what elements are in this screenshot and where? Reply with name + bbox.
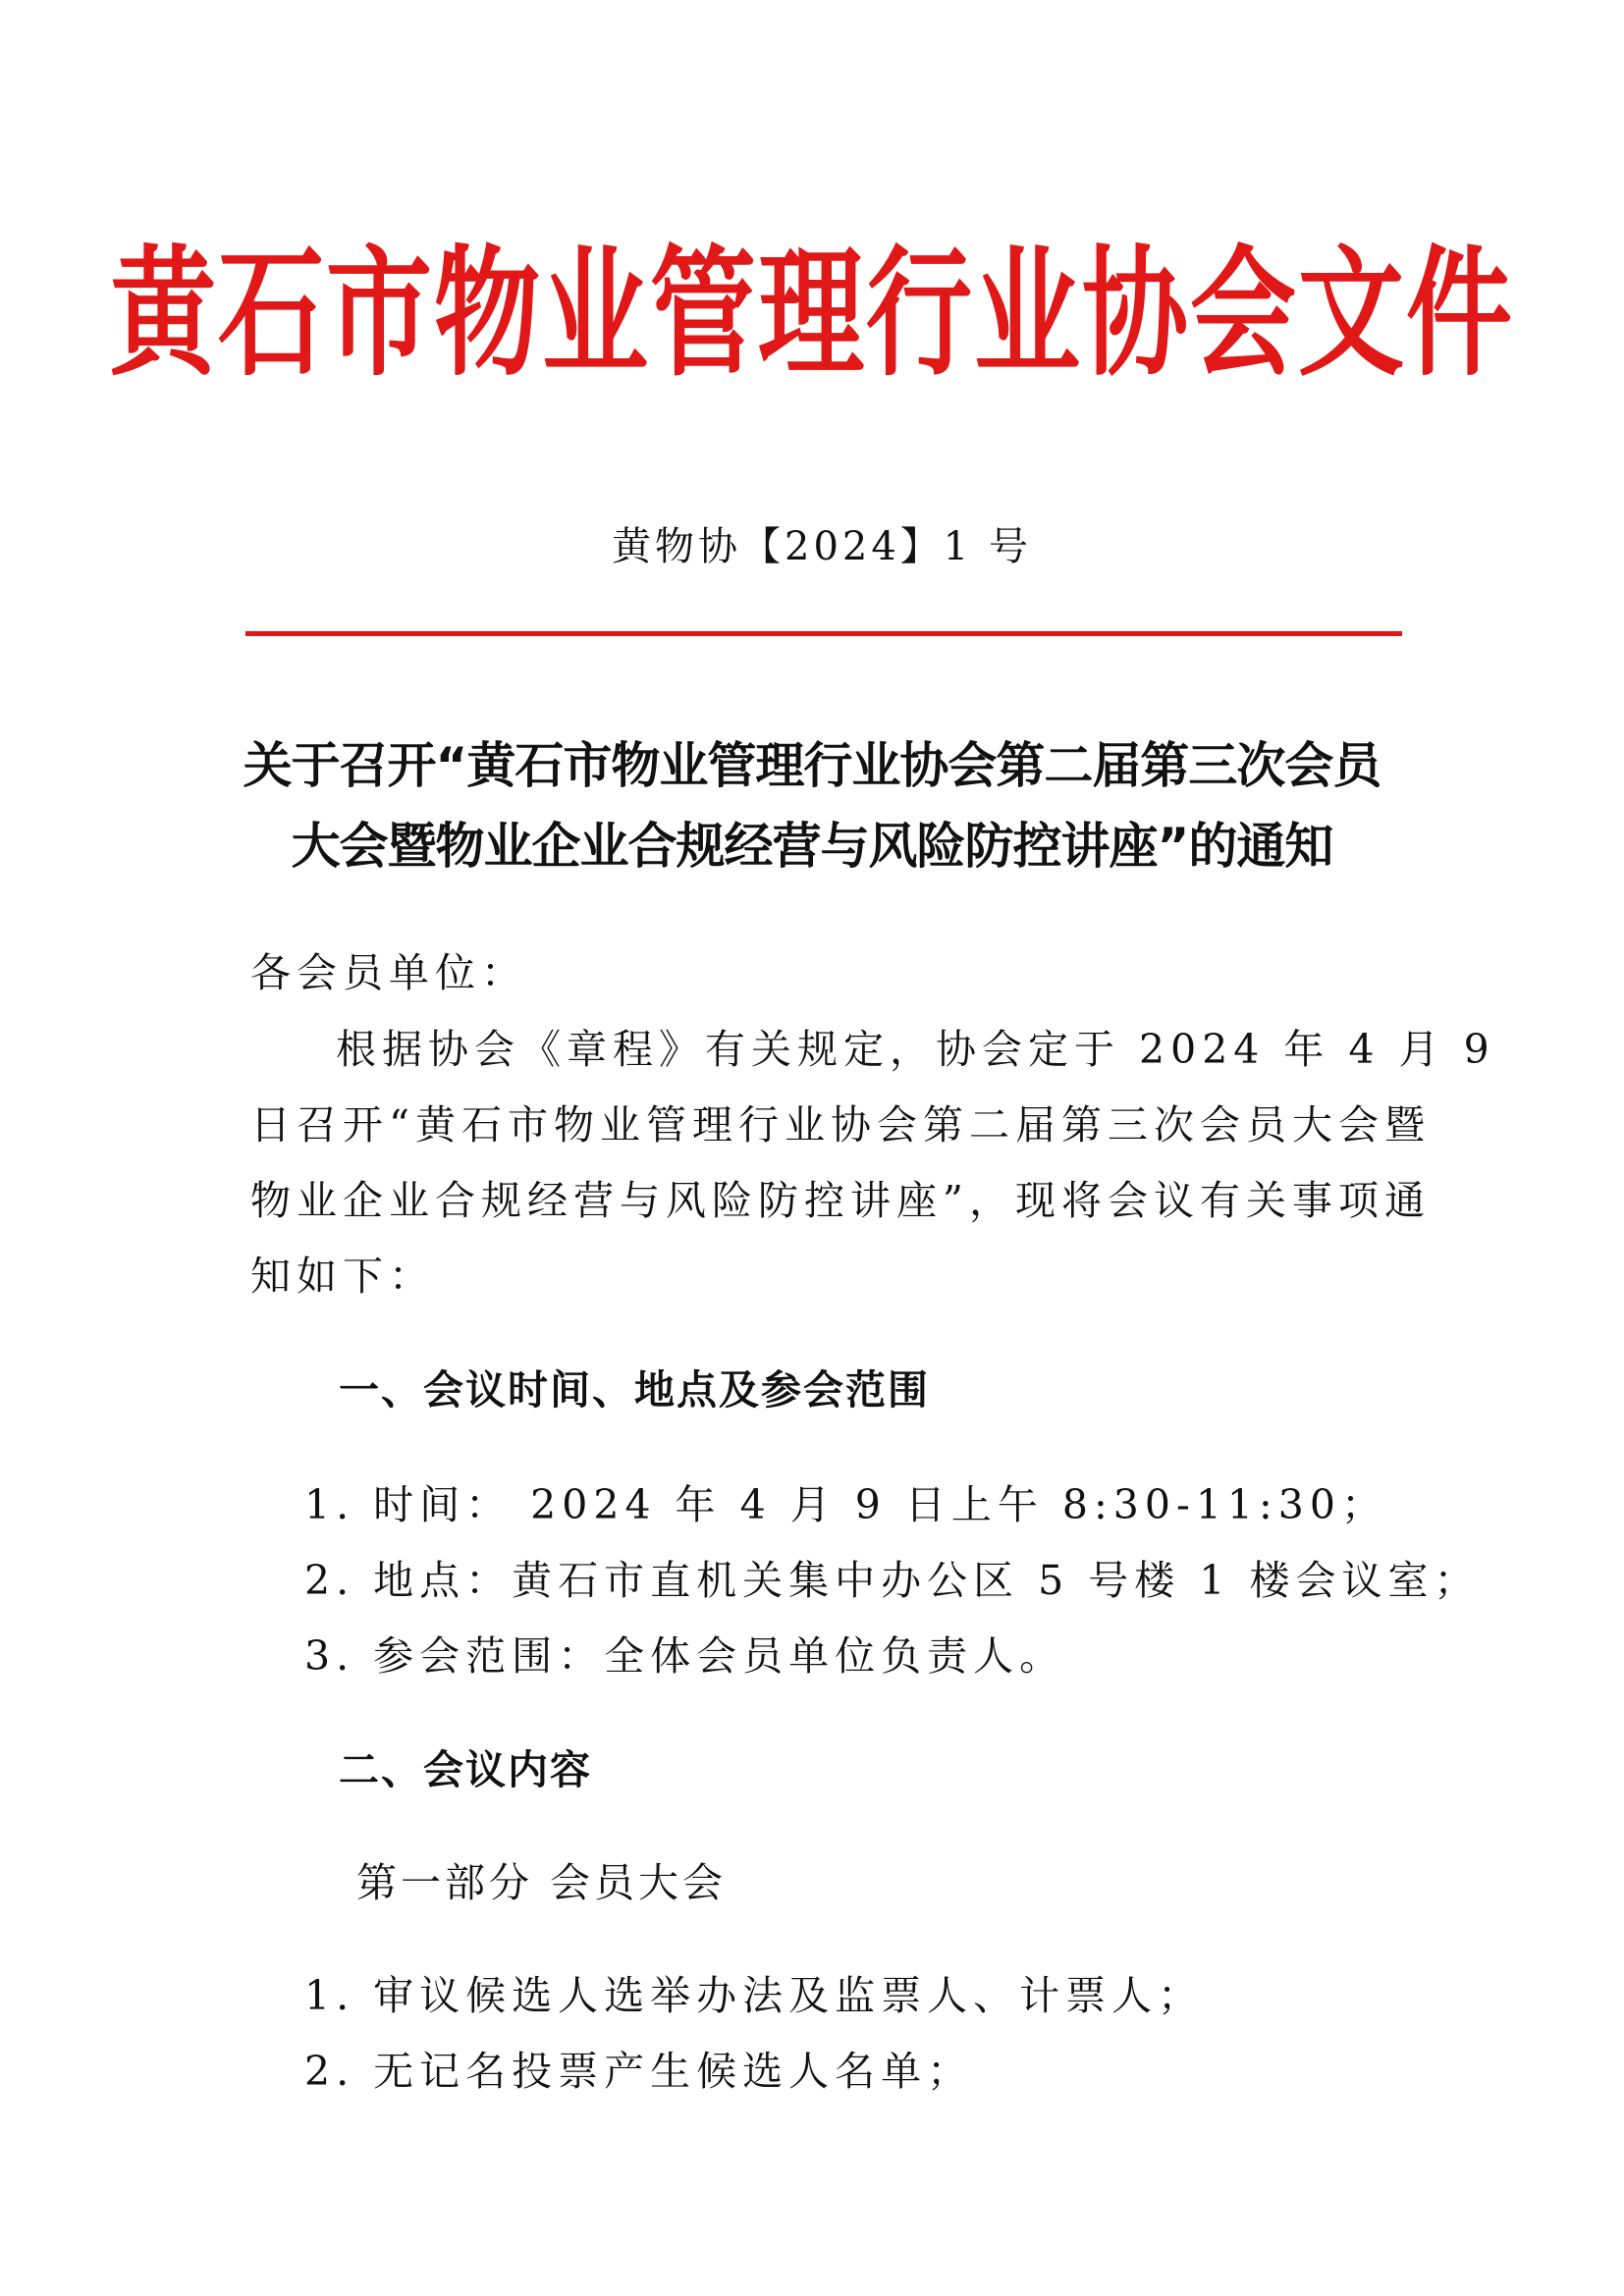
agenda-item: 1. 审议候选人选举办法及监票人、计票人； [304, 1972, 1205, 2019]
salutation: 各会员单位： [250, 949, 527, 996]
section-heading-agenda: 二、会议内容 [339, 1746, 592, 1793]
document-number: 黄物协【2024】1 号 [612, 524, 1032, 569]
list-item-attendees: 3. 参会范围：全体会员单位负责人。 [304, 1632, 1066, 1680]
list-item-time: 1. 时间： 2024 年 4 月 9 日上午 8:30-11:30； [304, 1481, 1387, 1528]
list-item-location: 2. 地点：黄石市直机关集中办公区 5 号楼 1 楼会议室； [304, 1557, 1481, 1604]
intro-paragraph-line: 日召开“黄石市物业管理行业协会第二届第三次会员大会暨 [250, 1101, 1431, 1148]
org-letterhead-title: 黄石市物业管理行业协会文件 [109, 234, 1514, 396]
header-divider [245, 631, 1402, 636]
agenda-part-title: 第一部分 会员大会 [356, 1859, 728, 1906]
intro-paragraph-line: 知如下： [250, 1253, 435, 1300]
notice-title-line-1: 关于召开“黄石市物业管理行业协会第二届第三次会员 [243, 737, 1381, 794]
intro-paragraph-line: 根据协会《章程》有关规定，协会定于 2024 年 4 月 9 [336, 1026, 1495, 1073]
intro-paragraph-line: 物业企业合规经营与风险防控讲座”，现将会议有关事项通 [250, 1177, 1431, 1224]
section-heading-meeting-info: 一、会议时间、地点及参会范围 [339, 1366, 930, 1414]
notice-title-line-2: 大会暨物业企业合规经营与风险防控讲座”的通知 [291, 818, 1333, 875]
agenda-item: 2. 无记名投票产生候选人名单； [304, 2048, 974, 2095]
